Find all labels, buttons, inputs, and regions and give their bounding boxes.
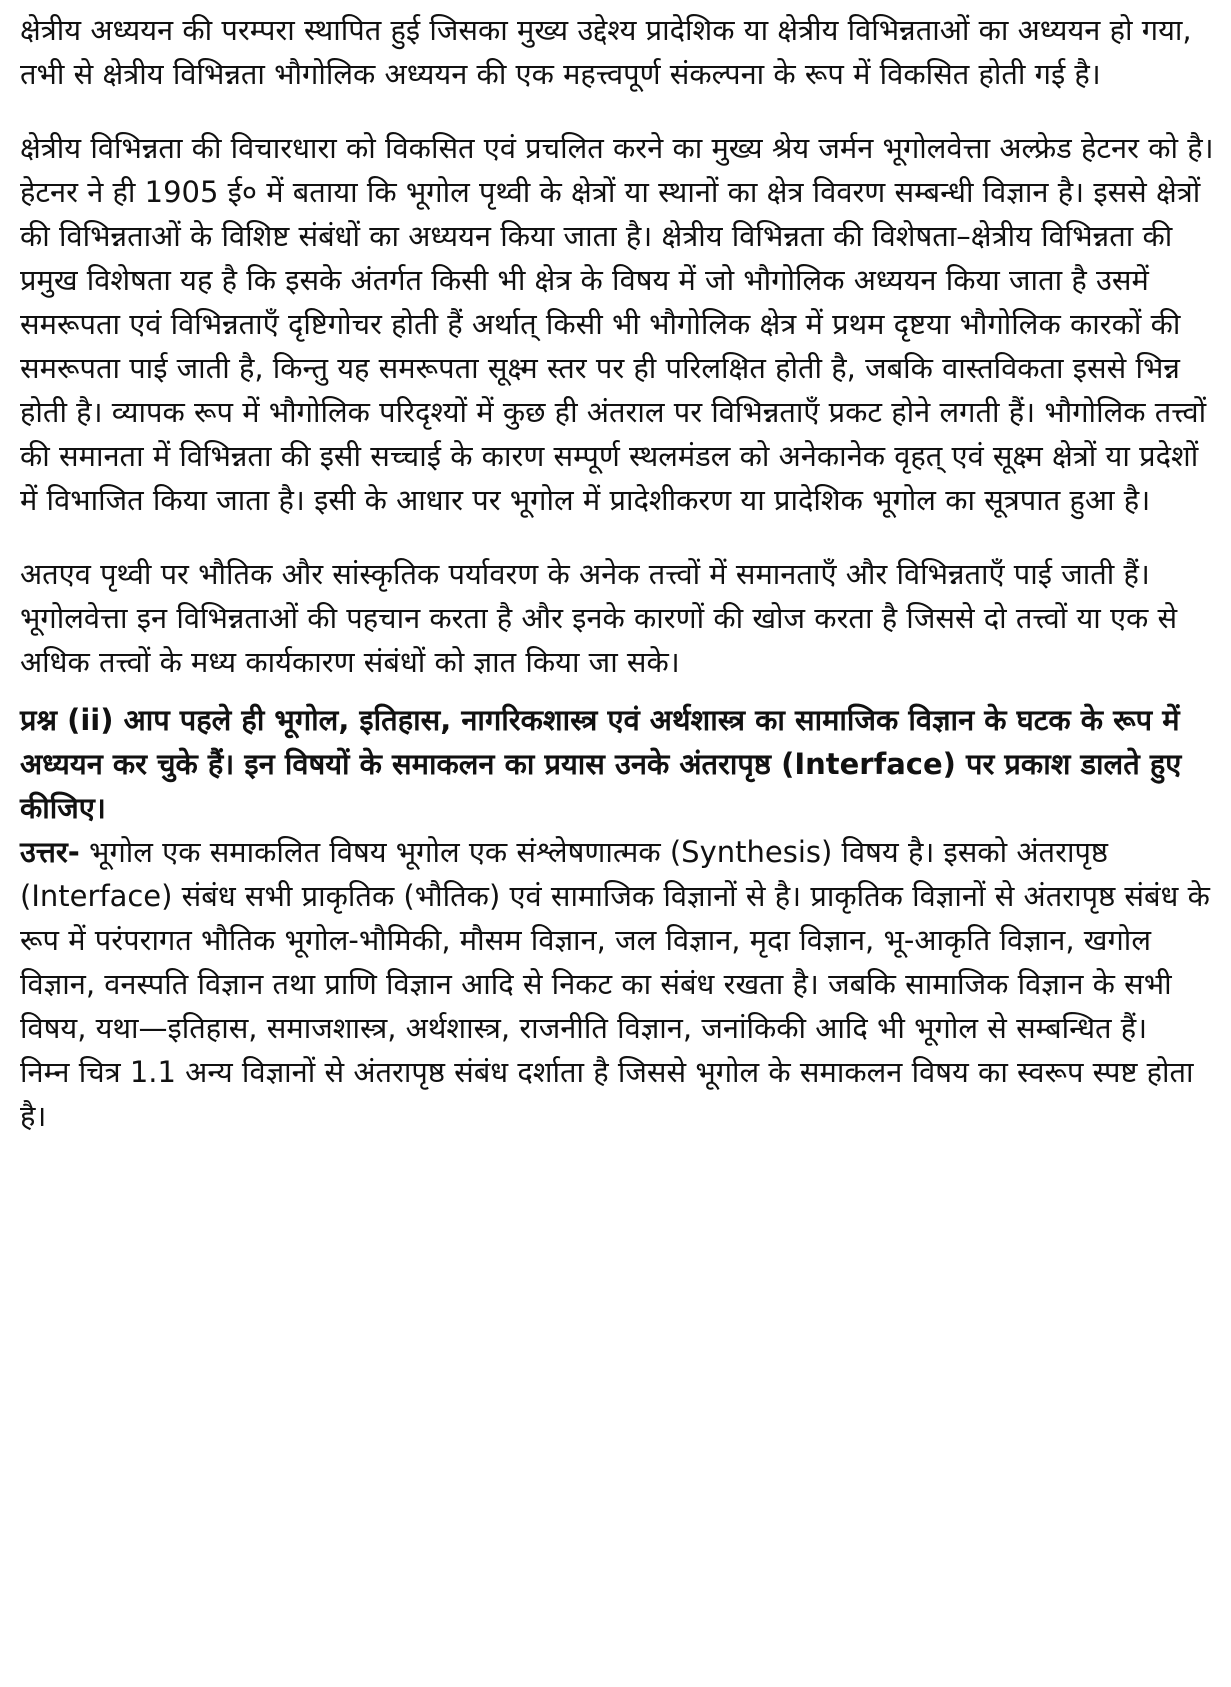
paragraph-regional-study: क्षेत्रीय अध्ययन की परम्परा स्थापित हुई जिसका मुख्य उद्देश्य प्रादेशिक या क्षेत्रीय विभिन्नताओं का अध्ययन हो गया, तभी से क्षेत्रीय विभिन्नता भौगोलिक अध्ययन की एक महत्त्वपूर्ण संकल्पना के रूप में विकसित होती गई है।: [20, 13, 1192, 91]
answer-paragraph: [20, 830, 1220, 1050]
document-page: [20, 8, 1220, 1138]
paragraph-elements-variation: अतएव पृथ्वी पर भौतिक और सांस्कृतिक पर्यावरण के अनेक तत्त्वों में समानताएँ और विभिन्नताएँ पाई जाती हैं। भूगोलवेत्ता इन विभिन्नताओं की पहचान करता है और इनके कारणों की खोज करता है जिससे दो तत्त्वों या एक से अधिक तत्त्वों के मध्य कार्यकारण संबंधों को ज्ञात किया जा सके।: [20, 557, 1178, 679]
paragraph-areal-differentiation: क्षेत्रीय विभिन्नता की विचारधारा को विकसित एवं प्रचलित करने का मुख्य श्रेय जर्मन भूगोलवेत्ता अल्फ्रेड हेटनर को है। हेटनर ने ही 1905 ई० में बताया कि भूगोल पृथ्वी के क्षेत्रों या स्थानों का क्षेत्र विवरण सम्बन्धी विज्ञान है। इससे क्षेत्रों की विभिन्नताओं के विशिष्ट संबंधों का अध्ययन किया जाता है। क्षेत्रीय विभिन्नता की विशेषता–क्षेत्रीय विभिन्नता की प्रमुख विशेषता यह है कि इसके अंतर्गत किसी भी क्षेत्र के विषय में जो भौगोलिक अध्ययन किया जाता है उसमें समरूपता एवं विभिन्नताएँ दृष्टिगोचर होती हैं अर्थात् किसी भी भौगोलिक क्षेत्र में प्रथम दृष्टया भौगोलिक कारकों की समरूपता पाई जाती है, किन्तु यह समरूपता सूक्ष्म स्तर पर ही परिलक्षित होती है, जबकि वास्तविकता इससे भिन्न होती है। व्यापक रूप में भौगोलिक परिदृश्यों में कुछ ही अंतराल पर विभिन्नताएँ प्रकट होने लगती हैं। भौगोलिक तत्त्वों की समानता में विभिन्नता की इसी सच्चाई के कारण सम्पूर्ण स्थलमंडल को अनेकानेक वृहत् एवं सूक्ष्म क्षेत्रों या प्रदेशों में विभाजित किया जाता है। इसी के आधार पर भूगोल में प्रादेशीकरण या प्रादेशिक भूगोल का सूत्रपात हुआ है।: [20, 131, 1214, 517]
answer-text: भूगोल एक समाकलित विषय भूगोल एक संश्लेषणात्मक (Synthesis) विषय है। इसको अंतरापृष्ठ (Interface) संबंध सभी प्राकृतिक (भौतिक) एवं सामाजिक विज्ञानों से है। प्राकृतिक विज्ञानों से अंतरापृष्ठ संबंध के रूप में परंपरागत भौतिक भूगोल-भौमिकी, मौसम विज्ञान, जल विज्ञान, मृदा विज्ञान, भू-आकृति विज्ञान, खगोल विज्ञान, वनस्पति विज्ञान तथा प्राणि विज्ञान आदि से निकट का संबंध रखता है। जबकि सामाजिक विज्ञान के सभी विषय, यथा—इतिहास, समाजशास्त्र, अर्थशास्त्र, राजनीति विज्ञान, जनांकिकी आदि भी भूगोल से सम्बन्धित हैं।: [20, 835, 1210, 1045]
question-heading: प्रश्न (ii) आप पहले ही भूगोल, इतिहास, नागरिकशास्त्र एवं अर्थशास्त्र का सामाजिक विज्ञान के घटक के रूप में अध्ययन कर चुके हैं। इन विषयों के समाकलन का प्रयास उनके अंतरापृष्ठ (Interface) पर प्रकाश डालते हुए कीजिए।: [20, 703, 1182, 825]
answer-label: उत्तर-: [20, 835, 80, 869]
figure-reference-paragraph: निम्न चित्र 1.1 अन्य विज्ञानों से अंतरापृष्ठ संबंध दर्शाता है जिससे भूगोल के समाकलन विषय का स्वरूप स्पष्ट होता है।: [20, 1055, 1194, 1133]
